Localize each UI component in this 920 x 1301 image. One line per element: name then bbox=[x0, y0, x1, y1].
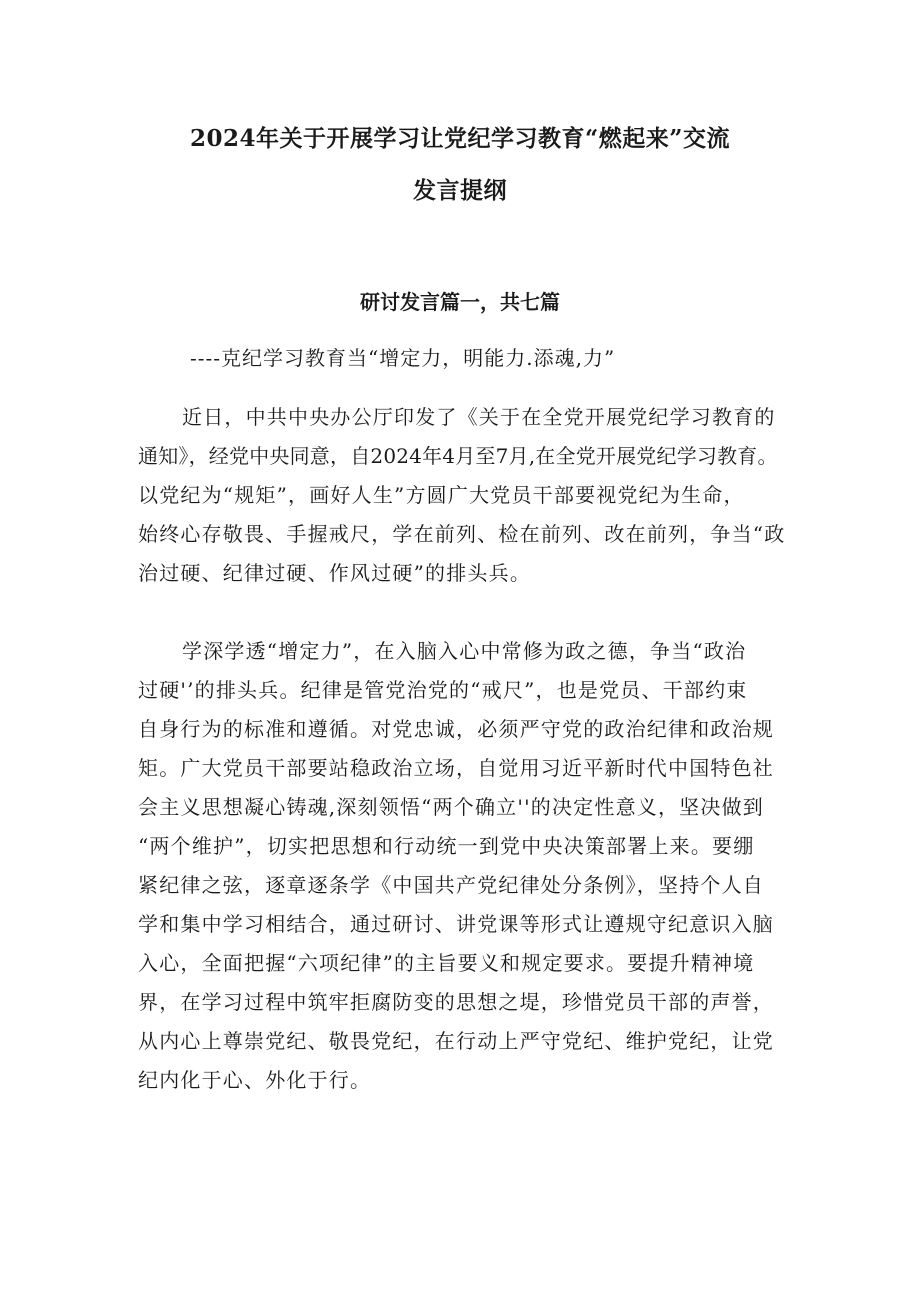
paragraph-line: 过硬'’的排头兵。纪律是管党治党的“戒尺”，也是党员、干部约束 bbox=[138, 678, 748, 702]
section-subheading: 研讨发言篇一，共七篇 bbox=[360, 290, 560, 314]
section-tagline: ----克纪学习教育当“增定力，明能力.添魂,力” bbox=[190, 346, 616, 370]
paragraph-line: 紧纪律之弦，逐章逐条学《中国共产党纪律处分条例》，坚持个人自 bbox=[138, 873, 764, 897]
paragraph-line: 近日，中共中央办公厅印发了《关于在全党开展党纪学习教育的 bbox=[182, 405, 776, 429]
paragraph-line: “两个维护”，切实把思想和行动统一到党中央决策部署上来。要绷 bbox=[138, 834, 755, 858]
paragraph-1 bbox=[138, 398, 798, 593]
paragraph-line: 会主义思想凝心铸魂,深刻领悟“两个确立''的决定性意义，坚决做到 bbox=[138, 795, 764, 819]
paragraph-line: 学深学透“增定力”，在入脑入心中常修为政之德，争当“政治 bbox=[182, 639, 747, 663]
paragraph-line: 入心，全面把握“六项纪律”的主旨要义和规定要求。要提升精神境 bbox=[138, 951, 755, 975]
paragraph-line: 自身行为的标准和遵循。对党忠诚，必须严守党的政治纪律和政治规 bbox=[138, 717, 774, 741]
paragraph-line: 界，在学习过程中筑牢拒腐防变的思想之堤，珍惜党员干部的声誉， bbox=[138, 990, 774, 1014]
paragraph-line: 始终心存敬畏、手握戒尺，学在前列、检在前列、改在前列，争当“政 bbox=[138, 522, 786, 546]
paragraph-2 bbox=[138, 632, 798, 1100]
paragraph-line: 纪内化于心、外化于行。 bbox=[138, 1068, 372, 1092]
document-title-line1: 2024年关于开展学习让党纪学习教育“燃起来”交流 bbox=[190, 125, 730, 152]
paragraph-line: 矩。广大党员干部要站稳政治立场，自觉用习近平新时代中国特色社 bbox=[138, 756, 774, 780]
paragraph-line: 从内心上尊崇党纪、敬畏党纪，在行动上严守党纪、维护党纪，让党 bbox=[138, 1029, 774, 1053]
paragraph-line: 通知》，经党中央同意，自2024年4月至7月,在全党开展党纪学习教育。 bbox=[138, 444, 778, 468]
paragraph-line: 学和集中学习相结合，通过研讨、讲党课等形式让遵规守纪意识入脑 bbox=[138, 912, 774, 936]
paragraph-line: 治过硬、纪律过硬、作风过硬”的排头兵。 bbox=[138, 561, 532, 585]
document-title-line2: 发言提纲 bbox=[413, 177, 507, 204]
paragraph-line: 以党纪为“规矩”，画好人生”方圆广大党员干部要视党纪为生命， bbox=[138, 483, 745, 507]
